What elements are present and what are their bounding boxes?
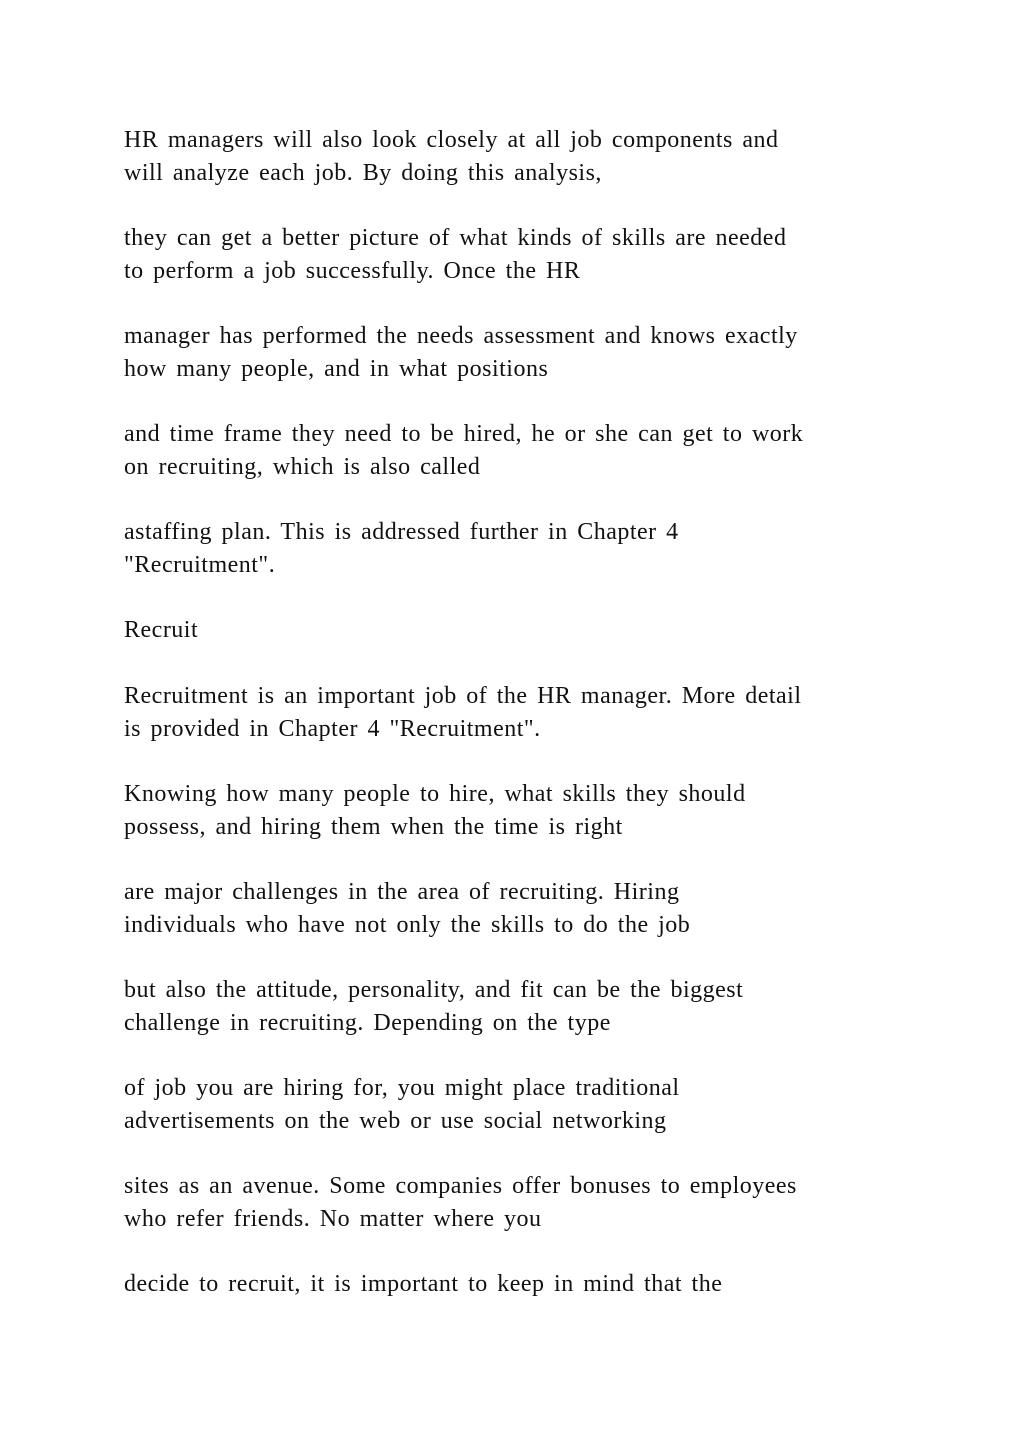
text-line: of job you are hiring for, you might place traditional [124,1075,680,1101]
text-line: how many people, and in what positions [124,355,549,382]
paragraph-9 [124,876,924,941]
text-line: but also the attitude, personality, and fit can be the biggest [124,977,744,1003]
text-line: Knowing how many people to hire, what skills they should [124,781,746,807]
paragraph-10 [124,974,924,1039]
text-line: will analyze each job. By doing this analysis, [124,159,602,186]
text-line: is provided in Chapter 4 "Recruitment". [124,715,541,742]
text-line: HR managers will also look closely at all job components and [124,127,779,153]
paragraph-11 [124,1072,924,1137]
text-line: sites as an avenue. Some companies offer bonuses to employees [124,1173,797,1199]
paragraph-5 [124,516,924,581]
text-line: who refer friends. No matter where you [124,1205,542,1232]
text-line: decide to recruit, it is important to keep in mind that the [124,1271,723,1297]
text-line: they can get a better picture of what kinds of skills are needed [124,225,787,251]
text-line: "Recruitment". [124,551,276,578]
paragraph-8 [124,778,924,843]
paragraph-4 [124,418,924,483]
text-line: Recruit [124,617,199,643]
text-line: advertisements on the web or use social networking [124,1107,667,1134]
text-line: to perform a job successfully. Once the HR [124,257,581,284]
text-line: astaffing plan. This is addressed further in Chapter 4 [124,519,679,545]
text-line: individuals who have not only the skills to do the job [124,911,691,938]
text-line: challenge in recruiting. Depending on the type [124,1009,611,1036]
text-line: manager has performed the needs assessment and knows exactly [124,323,798,349]
paragraph-12 [124,1170,924,1235]
paragraph-3 [124,320,924,385]
text-line: Recruitment is an important job of the HR manager. More detail [124,683,802,709]
paragraph-2 [124,222,924,287]
text-line: on recruiting, which is also called [124,453,481,480]
text-line: possess, and hiring them when the time is right [124,813,623,840]
paragraph-13 [124,1268,924,1301]
text-line: are major challenges in the area of recruiting. Hiring [124,879,680,905]
text-line: and time frame they need to be hired, he or she can get to work [124,421,804,447]
paragraph-7 [124,680,924,745]
paragraph-1 [124,124,924,189]
section-heading [124,614,924,647]
